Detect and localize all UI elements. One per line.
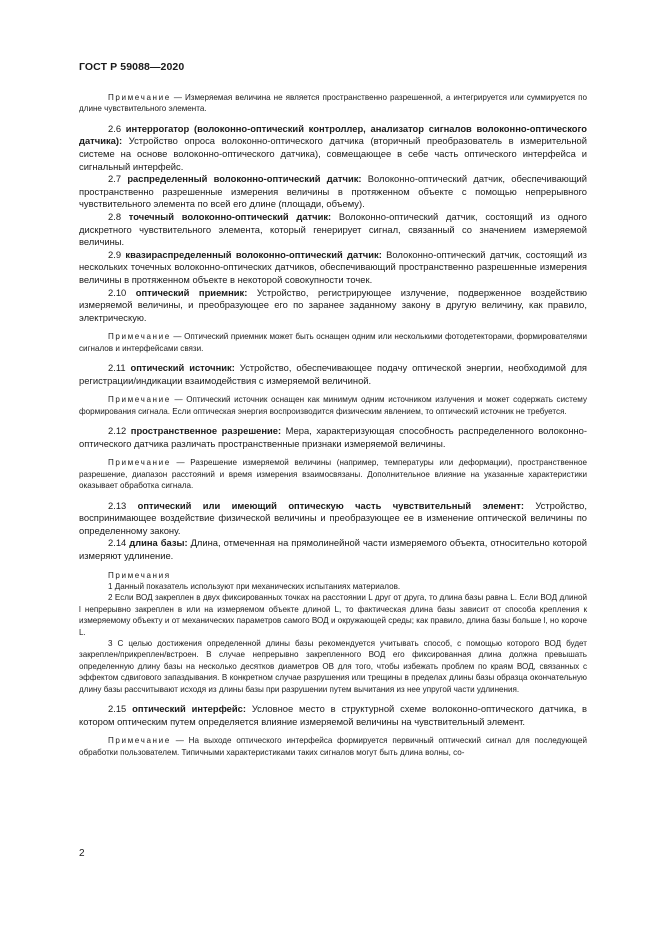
note-paragraph — [79, 457, 587, 491]
note-paragraph — [79, 92, 587, 115]
notes-label: Примечания — [108, 570, 171, 580]
definition-paragraph — [79, 425, 587, 450]
note-label: Примечание — [108, 395, 171, 405]
note-label: Примечание — [108, 736, 171, 746]
definition-term: распределенный волоконно-оптический датчик: — [127, 173, 362, 185]
definition-text: Волоконно-оптический датчик, состоящий из одного дискретного чувствительного элемента, который генерирует сигнал, связанный со значением измеряемой величины. — [79, 210, 587, 248]
definition-text: Условное место в структурной схеме волоконно-оптического датчика, в котором оптическим путем определяется влияние измеряемой величины на чувствительный элемент. — [79, 702, 587, 727]
notes-item: 3 С целью достижения определенной длины базы рекомендуется учитывать способ, с помощью которого ВОД будет закреплен/прикреплен/встроен. В случае непрерывно закрепленного ВОД его фиксированная длина должна превышать определенную длину базы на несколько десятков диаметров ОВ для того, чтобы избежать проблем по краям ВОД, связанных с эффектом сдвигового запаздывания. В конкретном случае разрушения или трещины в пределах длины базы образца окончательную длину базы рассчитывают исходя из длины базы при разрушении путем вычитания из нее упругой части удлинения. — [79, 638, 587, 694]
definition-number: 2.10 — [108, 286, 127, 298]
note-text: — На выходе оптического интерфейса формируется первичный оптический сигнал для последующей обработки пользователем. Типичными характеристиками таких сигналов могут быть длина волны, со- — [79, 736, 587, 757]
definition-number: 2.15 — [108, 702, 127, 714]
note-label: Примечание — [108, 332, 171, 342]
definition-number: 2.11 — [108, 362, 126, 374]
definition-paragraph — [79, 537, 587, 562]
page-number: 2 — [79, 848, 85, 859]
definition-number: 2.7 — [108, 173, 122, 185]
note-paragraph — [79, 331, 587, 354]
definition-term: длина базы: — [129, 537, 188, 549]
note-text: — Оптический приемник может быть оснащен одним или несколькими фотодетекторами, формирователями сигналов и интерфейсами связи. — [79, 332, 587, 353]
note-text: — Разрешение измеряемой величины (например, температуры или деформации), пространственное разрешение, диапазон расстояний и время измерения взаимосвязаны. Дополнительное влияние на указанные характеристики оказывает обработка сигнала. — [79, 458, 587, 491]
definition-paragraph — [79, 123, 587, 173]
definition-term: интеррогатор (волоконно-оптический контроллер, анализатор сигналов волоконно-оптического датчика): — [79, 122, 587, 147]
definition-text: Волоконно-оптический датчик, состоящий из нескольких точечных волоконно-оптических датчиков, обеспечивающий пространственно разрешенные измерения величины в протяженном объекте в некоторой совокупности точек. — [79, 248, 587, 285]
definition-number: 2.14 — [108, 537, 127, 549]
definition-text: Мера, характеризующая способность распределенного волоконно-оптического датчика различать пространственные признаки измеряемой величины. — [79, 425, 588, 449]
definition-text: Волоконно-оптический датчик, обеспечивающий пространственно разрешенные измерения величины в протяженном объекте с помощью непрерывного чувствительного элемента по всей его длине (площади, объему). — [79, 173, 588, 210]
definition-paragraph — [79, 500, 587, 538]
definition-term: оптический интерфейс: — [132, 702, 246, 714]
definition-term: точечный волоконно-оптический датчик: — [128, 210, 332, 222]
definition-paragraph — [79, 287, 587, 325]
note-label: Примечание — [108, 458, 171, 468]
definition-number: 2.9 — [108, 248, 122, 260]
definition-term: оптический или имеющий оптическую часть чувствительный элемент: — [137, 499, 524, 511]
definition-paragraph — [79, 249, 587, 287]
definition-paragraph — [79, 173, 587, 211]
notes-item: 2 Если ВОД закреплен в двух фиксированных точках на расстоянии L друг от друга, то длина базы равна L. Если ВОД длиной l непрерывно закреплен в или на измеряемом объекте длиной L, то фактическая длина базы зависит от способа крепления к измеряемому объекту и от механических параметров самого ВОД и окружающей среды; как правило, длина базы больше l, но короче L. — [79, 593, 587, 637]
definition-number: 2.6 — [108, 122, 122, 134]
definition-number: 2.13 — [108, 499, 127, 511]
note-label: Примечание — [108, 93, 171, 102]
note-text: — Измеряемая величина не является пространственно разрешенной, а интегрируется или суммируется по длине чувствительного элемента. — [79, 93, 587, 114]
definition-term: оптический источник: — [130, 362, 235, 374]
definition-term: оптический приемник: — [135, 286, 248, 298]
definition-text: Длина, отмеченная на прямолинейной части измеряемого объекта, относительно которой измеряют удлинение. — [79, 537, 588, 561]
definition-paragraph — [79, 362, 587, 387]
definition-paragraph — [79, 211, 587, 249]
note-text: — Оптический источник оснащен как минимум одним источником излучения и может содержать систему формирования сигнала. Если оптическая энергия воспроизводится физическим явлением, то оптический источник не требуется. — [79, 395, 587, 416]
definition-term: квазираспределенный волоконно-оптический датчик: — [125, 248, 382, 260]
definition-number: 2.12 — [108, 425, 127, 437]
definition-term: пространственное разрешение: — [130, 425, 282, 437]
notes-item: 1 Данный показатель используют при механических испытаниях материалов. — [108, 581, 401, 591]
note-paragraph — [79, 394, 587, 417]
document-header: ГОСТ Р 59088—2020 — [79, 61, 185, 73]
notes-list — [79, 570, 587, 695]
definition-text: Устройство, регистрирующее излучение, подверженное воздействию измеряемой величины, и преобразующее его по заранее заданному закону в другую величину, как правило, электрическую. — [79, 286, 588, 323]
document-body — [79, 92, 587, 766]
definition-text: Устройство, воспринимающее воздействие физической величины и преобразующее ее в изменение оптической величины по определенному закону. — [79, 499, 587, 536]
note-paragraph — [79, 735, 587, 758]
definition-paragraph — [79, 703, 587, 728]
definition-text: Устройство опроса волоконно-оптического датчика (вторичный преобразователь в измерительной системе на основе волоконно-оптического датчика), совмещающее в себе часть оптического интерфейса и сигнальный интерфейс. — [79, 135, 587, 172]
definition-text: Устройство, обеспечивающее подачу оптической энергии, необходимой для регистрации/индикации взаимодействия с измеряемой величиной. — [79, 362, 587, 386]
definition-number: 2.8 — [108, 210, 122, 222]
